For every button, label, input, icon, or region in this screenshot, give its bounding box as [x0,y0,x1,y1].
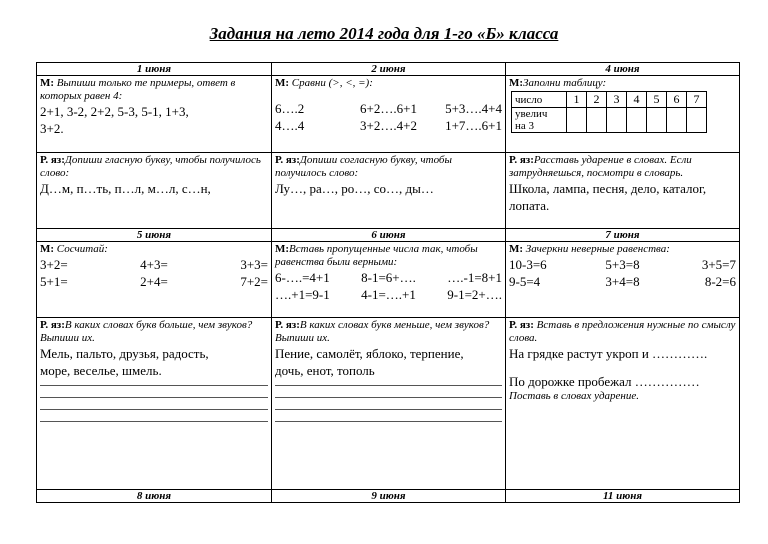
equality-row [509,273,736,290]
june5-math-cell [37,242,272,318]
example-item: 2+4= [140,274,168,289]
subject-label: Р. яз: [275,319,300,331]
fill-table-number: 7 [687,92,707,108]
page-title: Задания на лето 2014 года для 1-го «Б» класса [209,24,559,43]
subject-label: М: [40,77,55,89]
answer-line[interactable] [275,379,502,386]
june2-math-cell [272,76,506,153]
subject-label: Р. яз: [40,154,65,166]
answer-line[interactable] [275,403,502,410]
word-line: лопата. [509,198,550,213]
answer-line[interactable] [40,415,268,422]
equality-item: 3+4=8 [605,274,640,289]
equality-item: 5+3=8 [605,257,640,272]
day-header: 4 июня [506,63,740,76]
task-text: Сосчитай: [56,243,108,255]
answer-line[interactable] [275,391,502,398]
compare-item: 6….2 [275,101,305,116]
june7-russian-cell [506,318,740,490]
subject-label: М: [509,77,524,89]
equation-row [275,269,502,286]
fill-table [511,91,707,133]
word-line: Пение, самолёт, яблоко, терпение, [275,346,464,361]
fill-table-blank[interactable] [607,108,627,133]
task-text: Допиши согласную букву, чтобы получилось слово: [275,154,452,179]
subject-label: М: [40,243,55,255]
word-line: дочь, енот, тополь [275,363,375,378]
word-line: Лу…, ра…, ро…, со…, ды… [275,181,434,196]
compare-row [275,117,502,134]
word-line: море, веселье, шмель. [40,363,162,378]
june4-math-cell [506,76,740,153]
day-header: 11 июня [506,490,740,503]
compare-item: 5+3….4+4 [445,101,503,116]
answer-line[interactable] [40,391,268,398]
subject-label: Р. яз: [509,154,534,166]
equation-item: 4-1=….+1 [361,287,416,302]
subject-label: Р. яз: [275,154,300,166]
sentence-line: На грядке растут укроп и …………. [509,346,708,361]
day-header: 1 июня [37,63,272,76]
answer-line[interactable] [275,415,502,422]
math-row [37,242,740,318]
fill-table-blank[interactable] [627,108,647,133]
equality-item: 3+5=7 [701,257,737,272]
day-header-row [37,63,740,76]
example-item: 3+2= [40,257,68,272]
example-row [40,256,268,273]
june5-russian-cell [37,318,272,490]
example-line: 2+1, 3-2, 2+2, 5-3, 5-1, 1+3, [40,104,189,119]
subject-label: М: [509,243,524,255]
task-text: Вставь в предложения нужные по смыслу слова. [509,319,736,344]
task-text: Выпиши только те примеры, ответ в которых равен 4: [40,77,236,102]
example-item: 7+2= [240,274,268,289]
fill-table-blank[interactable] [567,108,587,133]
example-row [40,273,268,290]
compare-item: 6+2….6+1 [360,101,417,116]
equation-row [275,286,502,303]
schedule-table [36,62,740,503]
fill-table-number: 5 [647,92,667,108]
june1-math-cell [37,76,272,153]
word-line: Школа, лампа, песня, дело, каталог, [509,181,707,196]
day-header-row [37,490,740,503]
june1-russian-cell [37,153,272,229]
fill-table-label: число [512,92,567,108]
task-text: Вставь пропущенные числа так, чтобы равенства были верными: [275,243,478,268]
task-text: В каких словах букв больше, чем звуков? Выпиши их. [40,319,253,344]
day-header: 9 июня [272,490,506,503]
answer-line[interactable] [40,379,268,386]
compare-row [275,100,502,117]
math-row [37,76,740,153]
day-header: 8 июня [37,490,272,503]
task-text: В каких словах букв меньше, чем звуков? Выпиши их. [275,319,490,344]
russian-row [37,318,740,490]
fill-table-blank[interactable] [647,108,667,133]
example-item: 3+3= [240,257,268,272]
task-text: Сравни (>, <, =): [291,77,373,89]
answer-line[interactable] [40,403,268,410]
task-text: Заполни таблицу: [523,77,607,89]
compare-item: 4….4 [275,118,305,133]
fill-table-number: 2 [587,92,607,108]
sentence-line: По дорожке пробежал …………… [509,374,700,389]
fill-table-blank[interactable] [687,108,707,133]
fill-table-label: увелич на 3 [512,108,567,133]
day-header: 7 июня [506,229,740,242]
equation-item: 9-1=2+…. [447,287,503,302]
june7-math-cell [506,242,740,318]
word-line: Д…м, п…ть, п…л, м…л, с…н, [40,181,211,196]
equation-item: 6-….=4+1 [275,270,330,285]
compare-item: 3+2….4+2 [360,118,417,133]
equality-item: 10-3=6 [509,257,547,272]
day-header: 6 июня [272,229,506,242]
subject-label: Р. яз: [40,319,65,331]
subject-label: М: [275,77,290,89]
june4-russian-cell [506,153,740,229]
note-text: Поставь в словах ударение. [509,390,639,402]
task-text: Расставь ударение в словах. Если затрудняешься, посмотри в словарь. [509,154,692,179]
example-item: 5+1= [40,274,68,289]
word-line: Мель, пальто, друзья, радость, [40,346,209,361]
russian-row [37,153,740,229]
fill-table-number: 6 [667,92,687,108]
subject-label: Р. яз: [509,319,534,331]
fill-table-number: 4 [627,92,647,108]
day-header: 5 июня [37,229,272,242]
equality-item: 8-2=6 [704,274,737,289]
example-line: 3+2. [40,121,64,136]
equality-item: 9-5=4 [509,274,541,289]
equation-item: 8-1=6+…. [361,270,416,285]
equality-row [509,256,736,273]
task-text: Допиши гласную букву, чтобы получилось слово: [40,154,261,179]
fill-table-number: 1 [567,92,587,108]
compare-item: 1+7….6+1 [445,118,503,133]
equation-item: ….+1=9-1 [275,287,330,302]
task-text: Зачеркни неверные равенства: [525,243,670,255]
june2-russian-cell [272,153,506,229]
day-header-row [37,229,740,242]
fill-table-number: 3 [607,92,627,108]
fill-table-blank[interactable] [667,108,687,133]
example-item: 4+3= [140,257,168,272]
day-header: 2 июня [272,63,506,76]
fill-table-blank[interactable] [587,108,607,133]
equation-item: ….-1=8+1 [447,270,503,285]
subject-label: М: [275,243,290,255]
june6-math-cell [272,242,506,318]
june6-russian-cell [272,318,506,490]
